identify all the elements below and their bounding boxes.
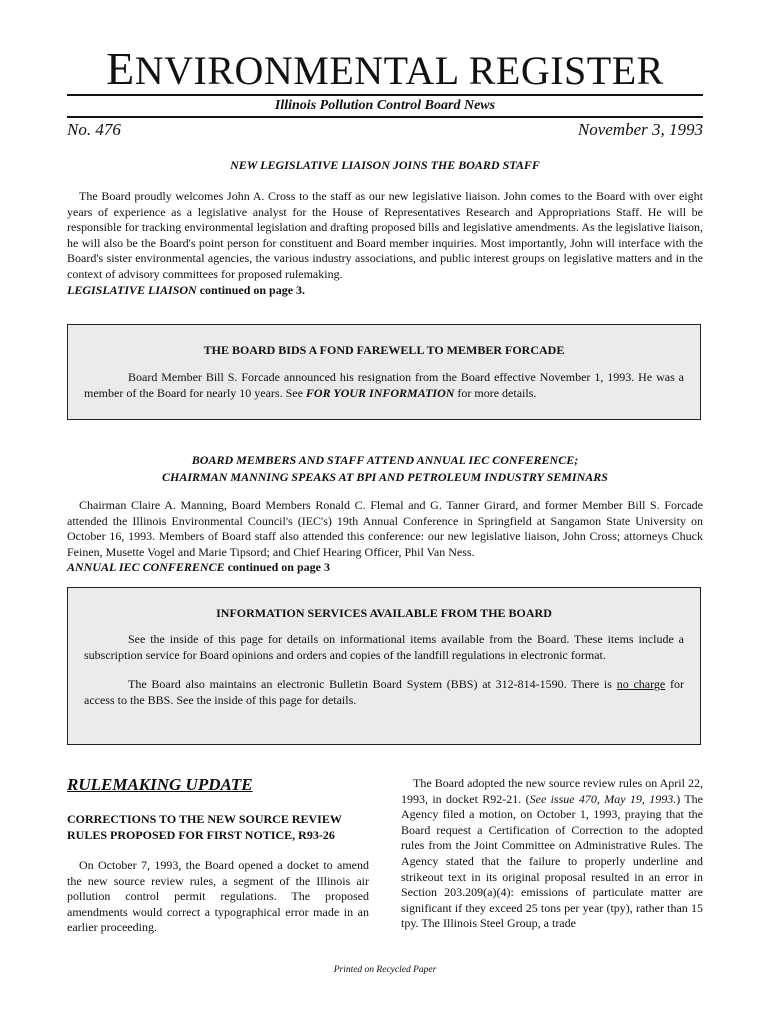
masthead-title (0, 45, 770, 95)
farewell-box-title: THE BOARD BIDS A FOND FAREWELL TO MEMBER FORCADE (203, 343, 565, 357)
para2-before: The Board also maintains an electronic Bulletin Board System (BBS) at 312-814-1590. There is (128, 677, 617, 692)
rulemaking-title: RULEMAKING UPDATE (67, 775, 253, 794)
rulemaking-left-column (67, 775, 369, 936)
rulemaking-subhead: CORRECTIONS TO THE NEW SOURCE REVIEW RULES PROPOSED FOR FIRST NOTICE, R93-26 (67, 812, 342, 842)
farewell-box-text (84, 370, 684, 401)
masthead-title-cap: E (106, 43, 135, 94)
continued-text: continued on page 3. (196, 282, 306, 297)
issue-date: November 3, 1993 (577, 120, 703, 139)
rulemaking-right-column (401, 776, 703, 932)
article-legislative-liaison-continued (67, 283, 703, 299)
masthead-title-rest: NVIRONMENTAL REGISTER (134, 48, 664, 93)
right-body-ref: See issue 470, May 19, 1993. (529, 791, 677, 806)
right-body-before: The Board adopted the new source review rules on April 22, 1993, in docket R92-21. ( (401, 776, 703, 806)
farewell-text-ref: FOR YOUR INFORMATION (305, 385, 455, 400)
continued-text: continued on page 3 (224, 560, 330, 575)
masthead-subtitle: Illinois Pollution Control Board News (274, 98, 496, 113)
article-iec-conference-continued (67, 560, 703, 576)
article-iec-conference-headline (67, 452, 703, 486)
farewell-text-before: Board Member Bill S. Forcade announced his resignation from the Board effective November 1, 1993. He was a member of the Board for nearly 10 years. See (84, 370, 684, 400)
rulemaking-right-body (401, 776, 703, 932)
information-services-box (67, 587, 701, 745)
para2-after: for access to the BBS. See the inside of this page for details. (84, 677, 684, 707)
article-legislative-liaison (67, 189, 703, 298)
article-iec-headline-line2: CHAIRMAN MANNING SPEAKS AT BPI AND PETROLEUM INDUSTRY SEMINARS (162, 470, 608, 484)
information-services-box-text (84, 632, 684, 708)
information-services-para1: See the inside of this page for details on informational items available from the Board. These items include a subscription service for Board opinions and orders and copies of the landfill regulations in electronic format. (84, 632, 684, 662)
information-services-para2 (84, 677, 684, 708)
rulemaking-left-text: On October 7, 1993, the Board opened a docket to amend the new source review rules, a segment of the Illinois air pollution control permit regulations. The proposed amendments would correct a typographical error made in an earlier proceeding. (67, 858, 369, 935)
article-iec-conference (67, 498, 703, 576)
continued-ref: ANNUAL IEC CONFERENCE (67, 560, 225, 575)
right-body-after: ) The Agency filed a motion, on October 1, 1993, praying that the Board request a Certification of Correction to the adopted rules from the Joint Committee on Administrative Rules. The Agency stated that the failure to properly underline and strikeout text in its original proposal resulted in an error in Section 203.209(a)(4): emissions of particulate matter are significant if they exceed 25 tons per year (tpy), rather than 15 tpy. The Illinois Steel Group, a trade (401, 791, 703, 931)
farewell-text-after: for more details. (454, 385, 537, 400)
masthead-rule-top (67, 94, 703, 96)
article-legislative-liaison-headline: NEW LEGISLATIVE LIAISON JOINS THE BOARD STAFF (230, 158, 540, 172)
information-services-box-title: INFORMATION SERVICES AVAILABLE FROM THE BOARD (216, 606, 552, 620)
masthead-rule-bottom (67, 116, 703, 118)
issue-number: No. 476 (67, 120, 121, 139)
article-legislative-liaison-body: The Board proudly welcomes John A. Cross to the staff as our new legislative liaison. John comes to the Board with over eight years of experience as a legislative analyst for the House of Representatives Research and Appropriations Staff. He will be responsible for tracking environmental legislation and drafting proposed bills and legislative amendments. As the legislative liaison, he will also be the Board's point person for constituent and Board member inquiries. Most importantly, John will interface with the Board's sister environmental agencies, the various industry associations, and public interest groups on legislative matters and in the context of advisory committees for proposed rulemaking. (67, 189, 703, 281)
no-charge-text: no charge (616, 677, 666, 692)
article-iec-headline-line1: BOARD MEMBERS AND STAFF ATTEND ANNUAL IEC CONFERENCE; (191, 453, 579, 467)
footer-note: Printed on Recycled Paper (333, 965, 437, 975)
continued-ref: LEGISLATIVE LIAISON (67, 282, 197, 297)
farewell-box (67, 324, 701, 420)
rulemaking-left-body (67, 858, 369, 936)
article-iec-conference-body: Chairman Claire A. Manning, Board Members Ronald C. Flemal and G. Tanner Girard, and former Member Bill S. Forcade attended the Illinois Environmental Council's (IEC's) 19th Annual Conference in Springfield at Sangamon State University on October 16, 1993. Members of Board staff also attended this conference: our new legislative liaison, John Cross; attorneys Chuck Feinen, Musette Vogel and Marie Tipsord; and Chief Hearing Officer, Phil Van Ness. (67, 498, 703, 559)
